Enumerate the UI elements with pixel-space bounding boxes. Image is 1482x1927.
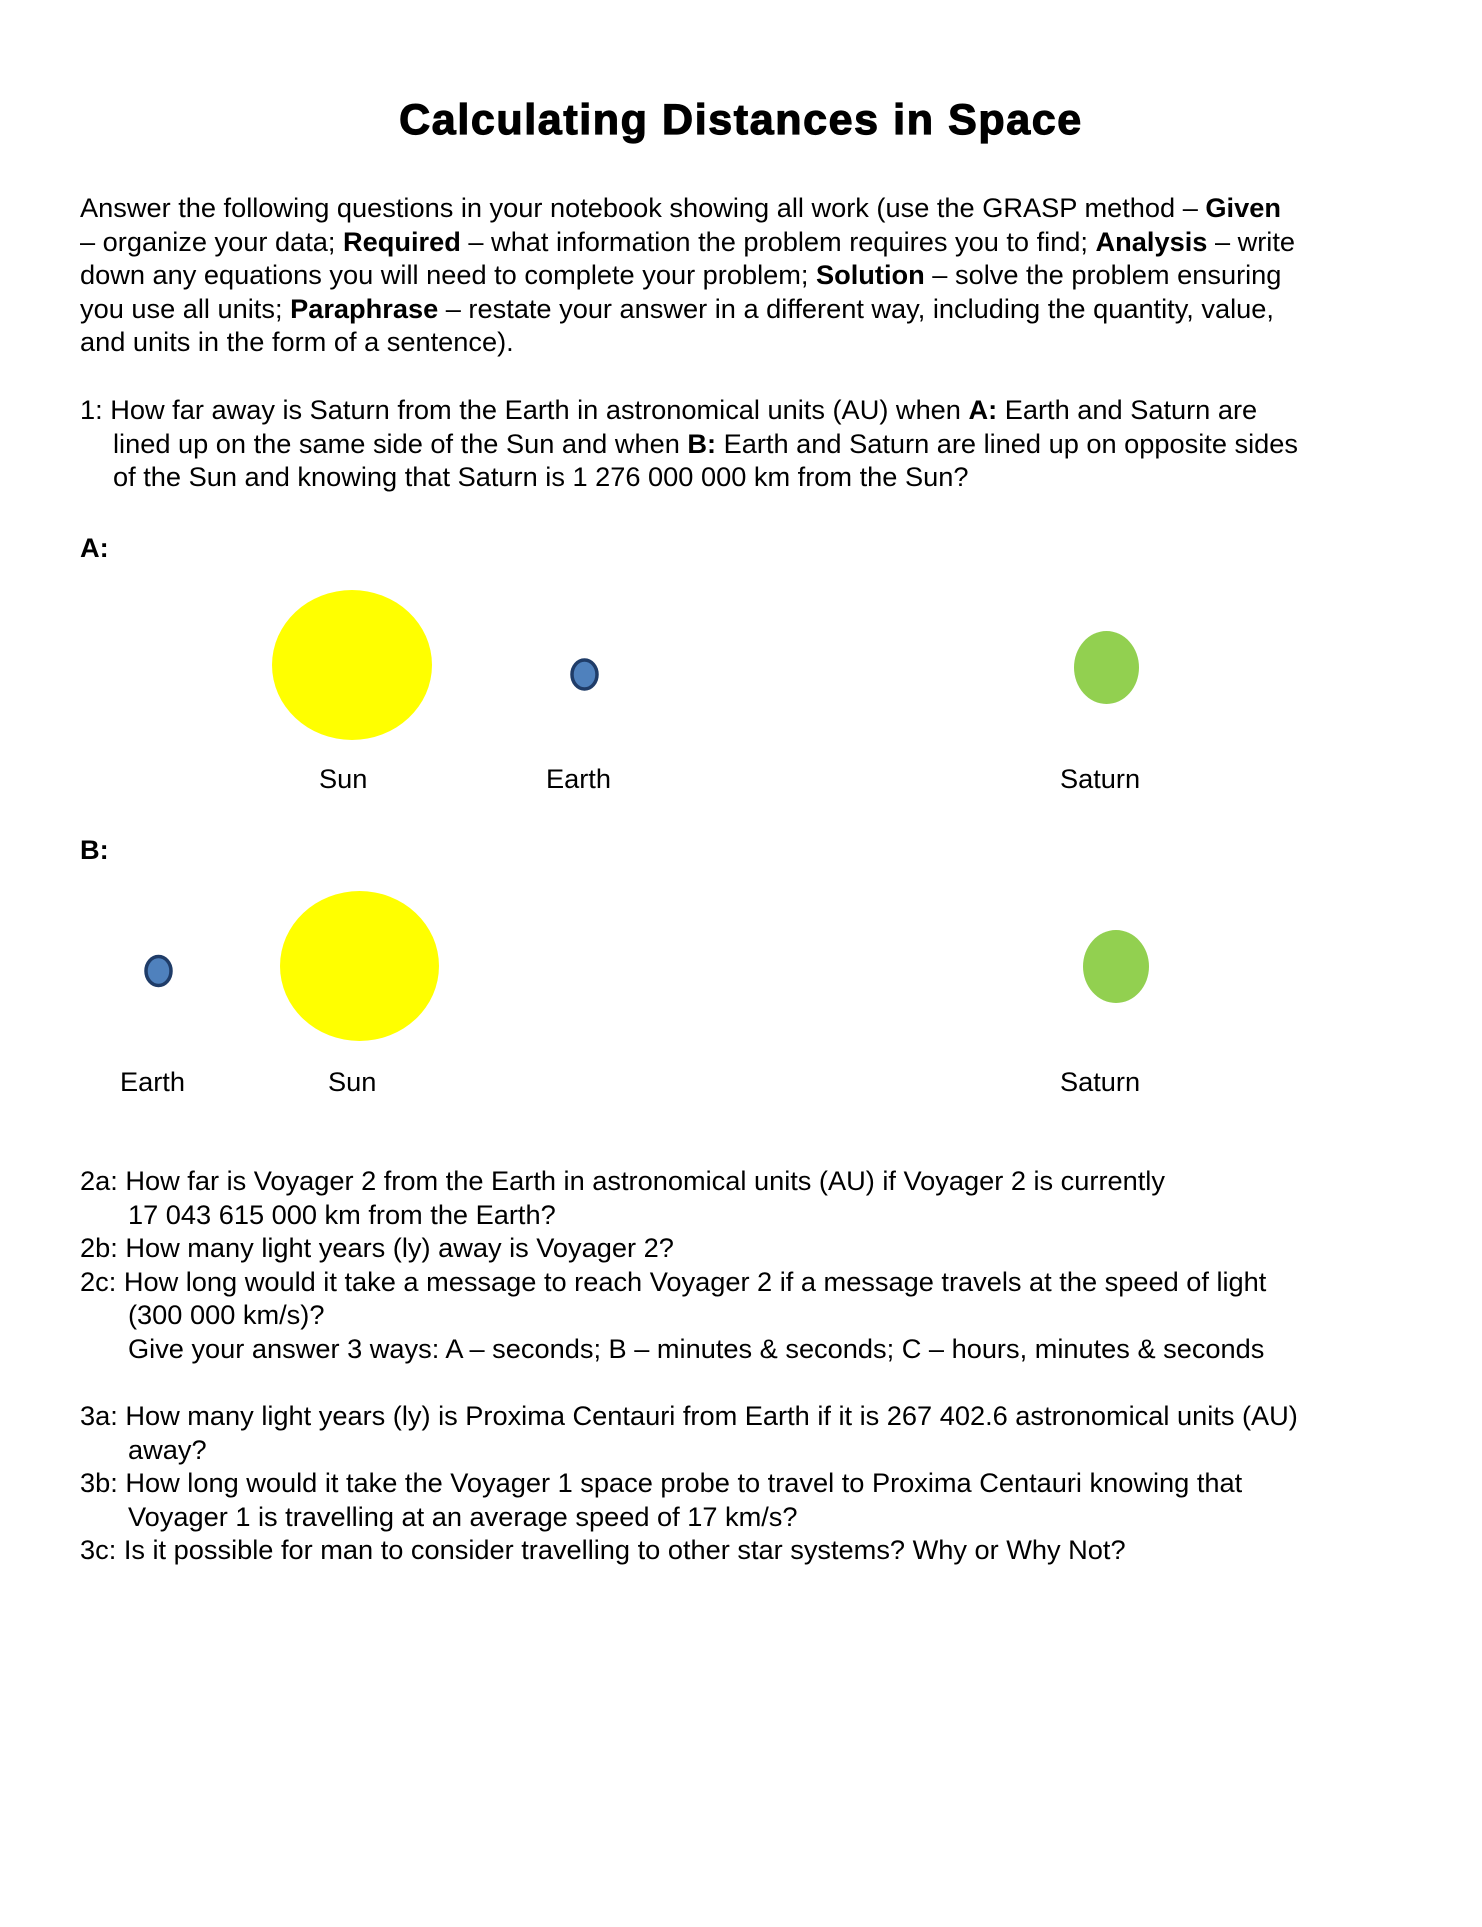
question-2a: 2a: How far is Voyager 2 from the Earth in astronomical units (AU) if Voyager 2 is currently [80, 1165, 1165, 1196]
instructions-line: down any equations you will need to complete your problem; Solution – solve the problem ensuring [80, 259, 1282, 291]
saturn-a-label: Saturn [1060, 763, 1141, 794]
earth-a [572, 660, 597, 689]
bold-term: Analysis [1095, 225, 1208, 257]
diagram-b-heading: B: [80, 834, 109, 865]
question-1 [80, 393, 1298, 494]
instructions-line: and units in the form of a sentence). [80, 326, 514, 358]
question-2 [80, 1164, 1266, 1366]
page-title: Calculating Distances in Space [399, 96, 1083, 144]
question-2c-instructions: Give your answer 3 ways: A – seconds; B – minutes & seconds; C – hours, minutes & seconds [128, 1332, 1265, 1364]
question-3b: 3b: How long would it take the Voyager 1 space probe to travel to Proxima Centauri knowing that [80, 1467, 1243, 1499]
bold-term: Solution [816, 259, 925, 291]
question-3c: 3c: Is it possible for man to consider travelling to other star systems? Why or Why Not? [80, 1534, 1126, 1566]
bold-term: Required [342, 225, 461, 257]
instructions-line: – organize your data; Required – what information the problem requires you to find; Analysis – write [80, 225, 1296, 257]
sun-b [280, 891, 439, 1041]
question-2c: 2c: How long would it take a message to reach Voyager 2 if a message travels at the speed of light [80, 1265, 1267, 1297]
instructions-line: you use all units; Paraphrase – restate your answer in a different way, including the quantity, value, [80, 292, 1274, 324]
diagram-a [0, 570, 1482, 770]
question-3a-continued: away? [128, 1433, 207, 1465]
question-3a: 3a: How many light years (ly) is Proxima Centauri from Earth if it is 267 402.6 astronomical units (AU) [80, 1400, 1298, 1431]
sun-b-label: Sun [328, 1066, 377, 1097]
earth-a-label: Earth [546, 763, 611, 794]
earth-b-label: Earth [120, 1066, 185, 1097]
bold-term: Paraphrase [290, 292, 439, 324]
diagram-a-heading: A: [80, 532, 109, 563]
bold-term: A: [968, 394, 998, 425]
question-2a-continued: 17 043 615 000 km from the Earth? [128, 1198, 556, 1230]
question-1-line: lined up on the same side of the Sun and when B: Earth and Saturn are lined up on opposite sides [113, 427, 1298, 459]
saturn-b [1083, 930, 1149, 1003]
sun-a-label: Sun [319, 763, 368, 794]
question-2c-continued: (300 000 km/s)? [128, 1299, 325, 1331]
saturn-a [1074, 631, 1139, 704]
diagram-b [0, 870, 1482, 1070]
bold-term: Given [1205, 192, 1281, 223]
bold-term: B: [687, 427, 717, 459]
question-1-line: of the Sun and knowing that Saturn is 1 276 000 000 km from the Sun? [113, 461, 969, 493]
question-3b-continued: Voyager 1 is travelling at an average speed of 17 km/s? [128, 1500, 798, 1532]
earth-b [146, 957, 171, 986]
sun-a [272, 590, 432, 740]
question-3 [80, 1399, 1298, 1567]
question-2b: 2b: How many light years (ly) away is Voyager 2? [80, 1232, 674, 1264]
instructions-paragraph [80, 191, 1295, 359]
saturn-b-label: Saturn [1060, 1066, 1141, 1097]
question-1-line: 1: How far away is Saturn from the Earth in astronomical units (AU) when A: Earth and Saturn are [80, 394, 1258, 425]
instructions-line: Answer the following questions in your notebook showing all work (use the GRASP method – Given [80, 192, 1281, 223]
